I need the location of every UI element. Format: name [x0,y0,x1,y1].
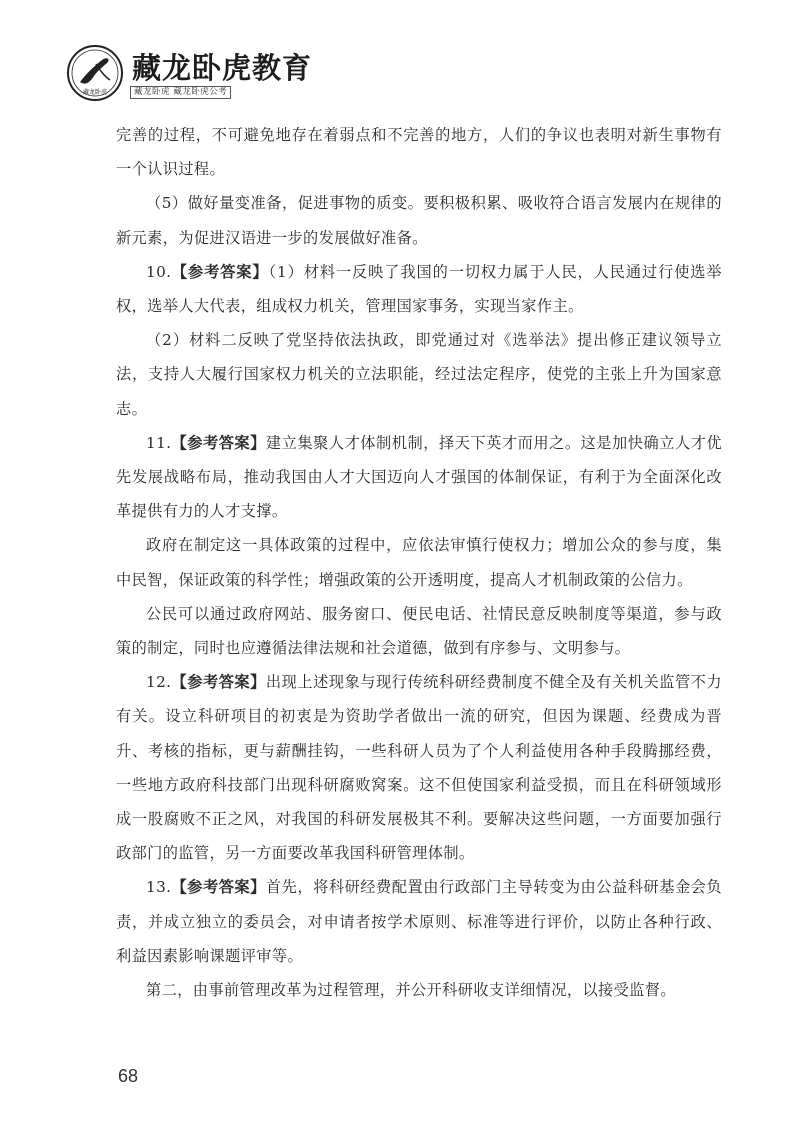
brand-tagline: 藏龙卧虎 藏龙卧虎公考 [130,86,231,99]
answer-paragraph [116,665,722,870]
paragraph: 公民可以通过政府网站、服务窗口、便民电话、社情民意反映制度等渠道，参与政策的制定，同时也应遵循法律法规和社会道德，做到有序参与、文明参与。 [116,604,722,658]
brand-logo-icon [66,44,124,102]
answer-tag: 【参考答案】 [171,673,266,692]
question-number: 11. [146,433,172,452]
brand-name: 藏龙卧虎教育 [132,51,313,85]
answer-paragraph [116,255,722,323]
paragraph: 第二，由事前管理改革为过程管理，并公开科研收支详细情况，以接受监督。 [146,981,676,1000]
paragraph: （5）做好量变准备，促进事物的质变。要积极积累、吸收符合语言发展内在规律的新元素，为促进汉语进一步的发展做好准备。 [116,194,722,247]
document-body [116,118,722,1007]
answer-paragraph [116,870,722,973]
answer-text: 出现上述现象与现行传统科研经费制度不健全及有关机关监管不力有关。设立科研项目的初衷是为资助学者做出一流的研究，但因为课题、经费成为晋升、考核的指标，更与薪酬挂钩，一些科研人员为了个人利益使用各种手段腾挪经费，一些地方政府科技部门出现科研腐败窝案。这不但使国家利益受损，而且在科研领域形成一股腐败不正之风，对我国的科研发展极其不利。要解决这些问题，一方面要加强行政部门的监管，另一方面要改革我国科研管理体制。 [116,673,722,863]
logo-text: 藏龙卧虎 [82,89,108,96]
answer-text: （1）材料一反映了我国的一切权力属于人民，人民通过行使选举权，选举人大代表，组成权力机关，管理国家事务，实现当家作主。 [116,262,722,316]
answer-paragraph [116,426,722,529]
answer-text: 首先，将科研经费配置由行政部门主导转变为由公益科研基金会负责，并成立独立的委员会，对申请者按学术原则、标准等进行评价，以防止各种行政、利益因素影响课题评审等。 [116,878,722,965]
page-number: 68 [118,1066,139,1086]
page-header [66,40,313,106]
answer-text: 建立集聚人才体制机制，择天下英才而用之。这是加快确立人才优先发展战略布局，推动我国由人才大国迈向人才强国的体制保证，有利于为全面深化改革提供有力的人才支撑。 [116,433,722,521]
paragraph: 政府在制定这一具体政策的过程中，应依法审慎行使权力；增加公众的参与度，集中民智，保证政策的科学性；增强政策的公开透明度，提高人才机制政策的公信力。 [116,536,722,589]
question-number: 12. [146,673,172,692]
answer-tag: 【参考答案】 [171,433,266,452]
question-number: 13. [146,878,172,897]
question-number: 10. [146,262,172,281]
answer-tag: 【参考答案】 [171,262,269,281]
answer-tag: 【参考答案】 [171,878,266,897]
paragraph: 完善的过程，不可避免地存在着弱点和不完善的地方，人们的争议也表明对新生事物有一个认识过程。 [116,126,722,179]
paragraph: （2）材料二反映了党坚持依法执政，即党通过对《选举法》提出修正建议领导立法，支持人大履行国家权力机关的立法职能，经过法定程序，使党的主张上升为国家意志。 [116,331,722,418]
